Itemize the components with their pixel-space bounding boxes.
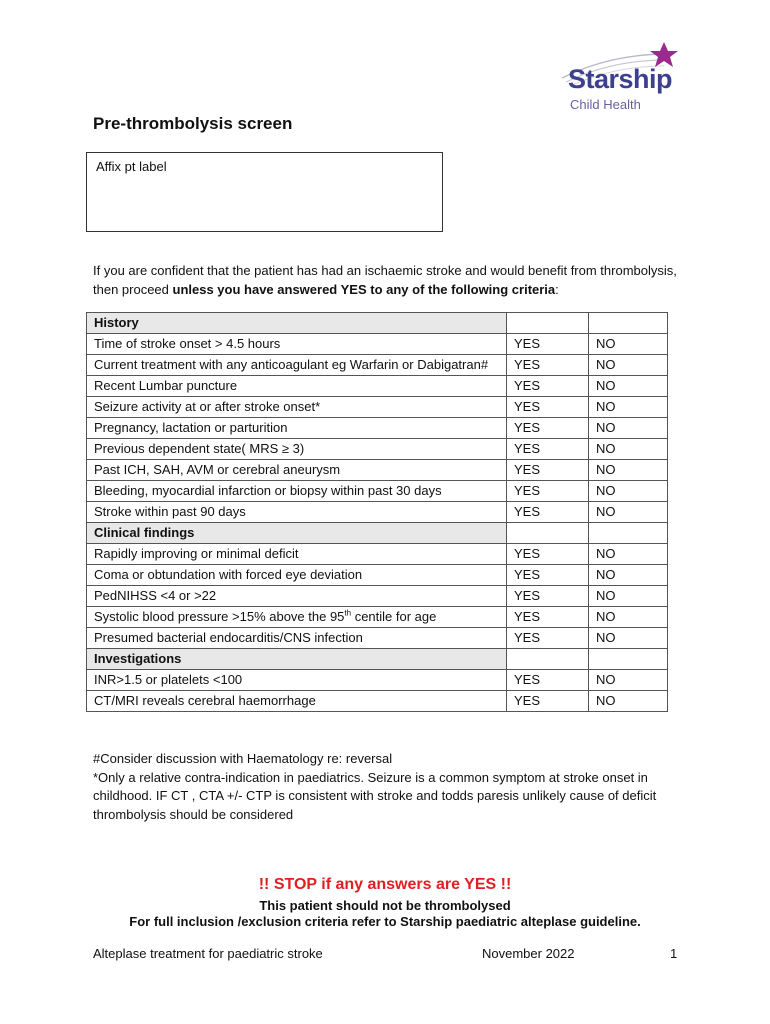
criteria-label	[87, 460, 507, 481]
criteria-row	[87, 544, 668, 565]
note-haematology: #Consider discussion with Haematology re: reversal	[93, 751, 393, 766]
intro-bold-text: unless you have answered YES to any of the following criteria	[172, 282, 556, 297]
criteria-row	[87, 565, 668, 586]
criteria-label-text: PedNIHSS <4 or >22	[94, 588, 217, 603]
criteria-row	[87, 376, 668, 397]
no-option[interactable]: NO	[589, 607, 668, 628]
criteria-row	[87, 418, 668, 439]
no-option[interactable]: NO	[589, 628, 668, 649]
no-option[interactable]: NO	[589, 670, 668, 691]
section-heading: History	[87, 313, 507, 334]
section-header-row	[87, 649, 668, 670]
no-option[interactable]: NO	[589, 334, 668, 355]
not-thrombolysed-text: This patient should not be thrombolysed	[259, 898, 511, 913]
criteria-row	[87, 502, 668, 523]
intro-text: If you are confident that the patient has had an ischaemic stroke and would benefit from thrombolysis, then proceed	[93, 263, 677, 297]
blank-cell	[589, 313, 668, 334]
criteria-row	[87, 481, 668, 502]
logo-wordmark: Starship	[568, 64, 673, 94]
intro-end: :	[555, 282, 559, 297]
criteria-label	[87, 376, 507, 397]
criteria-row	[87, 334, 668, 355]
page-number: 1	[670, 946, 678, 961]
no-option[interactable]: NO	[589, 502, 668, 523]
criteria-label-text: CT/MRI reveals cerebral haemorrhage	[94, 693, 316, 708]
criteria-row	[87, 586, 668, 607]
blank-cell	[507, 523, 589, 544]
criteria-label	[87, 502, 507, 523]
no-option[interactable]: NO	[589, 439, 668, 460]
criteria-label-text: Pregnancy, lactation or parturition	[94, 420, 288, 435]
criteria-label	[87, 565, 507, 586]
yes-option[interactable]: YES	[507, 691, 589, 712]
patient-label-text: Affix pt label	[96, 159, 167, 174]
page-title: Pre-thrombolysis screen	[93, 114, 293, 133]
criteria-label-text: Seizure activity at or after stroke onset*	[94, 399, 321, 414]
yes-option[interactable]: YES	[507, 481, 589, 502]
yes-option[interactable]: YES	[507, 355, 589, 376]
no-option[interactable]: NO	[589, 565, 668, 586]
criteria-label	[87, 607, 507, 628]
no-option[interactable]: NO	[589, 376, 668, 397]
no-option[interactable]: NO	[589, 586, 668, 607]
yes-option[interactable]: YES	[507, 397, 589, 418]
criteria-row	[87, 460, 668, 481]
criteria-label	[87, 418, 507, 439]
no-option[interactable]: NO	[589, 544, 668, 565]
section-heading: Investigations	[87, 649, 507, 670]
criteria-row	[87, 355, 668, 376]
yes-option[interactable]: YES	[507, 334, 589, 355]
criteria-row	[87, 397, 668, 418]
yes-option[interactable]: YES	[507, 670, 589, 691]
criteria-label-text: Recent Lumbar puncture	[94, 378, 238, 393]
guideline-reference-text: For full inclusion /exclusion criteria refer to Starship paediatric alteplase guideline.	[129, 914, 641, 929]
criteria-label	[87, 439, 507, 460]
yes-option[interactable]: YES	[507, 439, 589, 460]
yes-option[interactable]: YES	[507, 460, 589, 481]
no-option[interactable]: NO	[589, 481, 668, 502]
note-seizure: *Only a relative contra-indication in paediatrics. Seizure is a common symptom at stroke onset in childhood. IF CT , CTA +/- CTP is consistent with stroke and todds paresis unlikely cause of deficit thrombolysis should be considered	[93, 769, 657, 822]
criteria-label	[87, 628, 507, 649]
criteria-label-text: Current treatment with any anticoagulant eg Warfarin or Dabigatran#	[94, 357, 489, 372]
notes	[93, 750, 673, 824]
criteria-label-superscript: th	[344, 608, 352, 618]
yes-option[interactable]: YES	[507, 565, 589, 586]
criteria-row	[87, 607, 668, 628]
criteria-label	[87, 586, 507, 607]
blank-cell	[507, 313, 589, 334]
criteria-label	[87, 334, 507, 355]
yes-option[interactable]: YES	[507, 376, 589, 397]
patient-label-box	[86, 152, 443, 232]
criteria-row	[87, 439, 668, 460]
criteria-label-text: Coma or obtundation with forced eye deviation	[94, 567, 363, 582]
criteria-label	[87, 544, 507, 565]
intro-paragraph	[93, 261, 683, 299]
yes-option[interactable]: YES	[507, 544, 589, 565]
yes-option[interactable]: YES	[507, 607, 589, 628]
criteria-label-text: Previous dependent state( MRS ≥ 3)	[94, 441, 305, 456]
criteria-label-text: INR>1.5 or platelets <100	[94, 672, 243, 687]
blank-cell	[589, 649, 668, 670]
criteria-label-text-after: centile for age	[351, 609, 437, 624]
criteria-label-text: Systolic blood pressure >15% above the 95	[94, 609, 345, 624]
criteria-label-text: Rapidly improving or minimal deficit	[94, 546, 299, 561]
no-option[interactable]: NO	[589, 355, 668, 376]
footer-date: November 2022	[482, 946, 575, 961]
criteria-label	[87, 670, 507, 691]
stop-warning: !! STOP if any answers are YES !!	[258, 876, 512, 893]
yes-option[interactable]: YES	[507, 628, 589, 649]
criteria-label	[87, 397, 507, 418]
criteria-label-text: Presumed bacterial endocarditis/CNS infection	[94, 630, 363, 645]
no-option[interactable]: NO	[589, 418, 668, 439]
criteria-label	[87, 481, 507, 502]
section-header-row	[87, 313, 668, 334]
no-option[interactable]: NO	[589, 460, 668, 481]
blank-cell	[589, 523, 668, 544]
section-header-row	[87, 523, 668, 544]
criteria-label	[87, 355, 507, 376]
section-heading: Clinical findings	[87, 523, 507, 544]
footer-title: Alteplase treatment for paediatric stroke	[93, 946, 323, 961]
logo-subtitle: Child Health	[570, 97, 641, 112]
criteria-label-text: Time of stroke onset > 4.5 hours	[94, 336, 281, 351]
criteria-row	[87, 628, 668, 649]
criteria-label	[87, 691, 507, 712]
criteria-label-text: Stroke within past 90 days	[94, 504, 246, 519]
criteria-row	[87, 691, 668, 712]
no-option[interactable]: NO	[589, 691, 668, 712]
yes-option[interactable]: YES	[507, 586, 589, 607]
blank-cell	[507, 649, 589, 670]
yes-option[interactable]: YES	[507, 418, 589, 439]
criteria-label-text: Bleeding, myocardial infarction or biopsy within past 30 days	[94, 483, 442, 498]
no-option[interactable]: NO	[589, 397, 668, 418]
criteria-row	[87, 670, 668, 691]
yes-option[interactable]: YES	[507, 502, 589, 523]
criteria-label-text: Past ICH, SAH, AVM or cerebral aneurysm	[94, 462, 341, 477]
criteria-table	[86, 312, 668, 712]
